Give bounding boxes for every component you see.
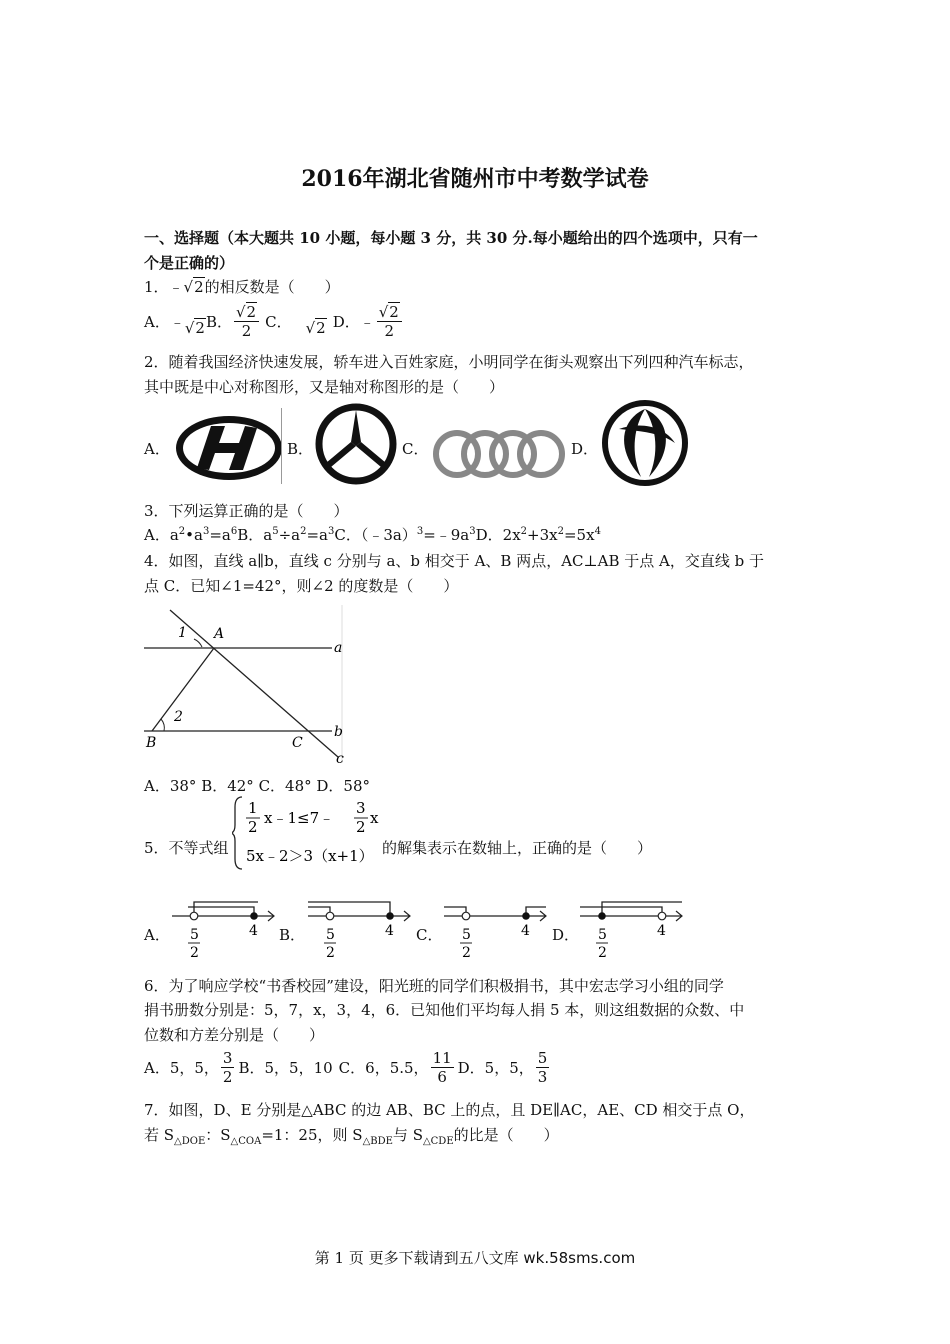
q5-option-a-label: A． <box>144 926 170 944</box>
q4-stem-line1: 4．如图，直线 a∥b，直线 c 分别与 a、b 相交于 A、B 两点，AC⊥AB 于点 A，交直线 b 于 <box>144 552 764 570</box>
q4-options: A．38° B．42° C．48° D．58° <box>144 777 371 795</box>
hyundai-logo-icon <box>173 412 285 484</box>
q1-option-c-radicand: 2 <box>316 319 326 337</box>
q3-d-exp1: 2 <box>520 526 528 537</box>
q3-b-exp1: 5 <box>272 526 279 537</box>
q1-option-b-fraction: $\frac{√2}{2}$ <box>234 303 259 340</box>
q5-eq1-b: x <box>370 809 379 827</box>
q5-system <box>232 793 382 873</box>
mercedes-logo-icon <box>313 402 399 486</box>
angle-1-label: 1 <box>178 625 187 641</box>
q3-c: C．（﹣3a） <box>334 526 417 544</box>
point-B-label: B <box>146 735 157 751</box>
q6-c-num: 11 <box>432 1048 452 1067</box>
q6-option-c-fraction <box>431 1049 454 1086</box>
q6-option-d-fraction <box>536 1049 550 1086</box>
point-A-label: A <box>214 626 225 642</box>
q3-b-exp3: 3 <box>327 526 335 537</box>
q5-option-c-label: C． <box>416 926 443 944</box>
q2-option-d-label: D． <box>571 440 599 458</box>
q7-sub3: △BDE <box>362 1136 393 1147</box>
q3-a-exp3: 6 <box>230 526 238 537</box>
q1-option-d-den: 2 <box>384 321 395 340</box>
section-heading-line2: 个是正确的） <box>144 254 235 272</box>
q1-option-c-label: C． <box>265 312 292 331</box>
q6-option-a: A．5，5， <box>144 1058 219 1077</box>
q4-stem-line2: 点 C．已知∠1=42°，则∠2 的度数是（ ） <box>144 577 459 595</box>
number-line-d <box>578 895 686 963</box>
number-line-b <box>306 895 414 963</box>
q7-sub2: △COA <box>230 1136 262 1147</box>
q6-d-num: 5 <box>537 1048 548 1067</box>
q1-option-b-den: 2 <box>241 321 252 340</box>
q7-l2-b: ：S <box>205 1126 231 1144</box>
line-b-label: b <box>334 724 343 740</box>
q1-stem-prefix: 1．﹣ <box>144 278 184 296</box>
q5b-tick-4: 4 <box>385 923 394 939</box>
audi-logo-icon <box>429 428 569 480</box>
line-a-label: a <box>334 640 343 656</box>
q5c-tick-4: 4 <box>521 923 530 939</box>
q3-c-exp2: 3 <box>469 526 476 537</box>
point-C-label: C <box>292 735 303 751</box>
q3-c-exp1: 3 <box>416 526 424 537</box>
page-title: 2016年湖北省随州市中考数学试卷 <box>301 166 649 192</box>
q3-b-eq: =a <box>306 526 328 544</box>
angle-2-label: 2 <box>174 709 183 725</box>
q7-l2-d: 与 S <box>392 1126 423 1144</box>
q5b-tick-den: 2 <box>326 945 335 961</box>
q5d-tick-num: 5 <box>598 927 607 943</box>
q3-c-eq: =﹣9a <box>423 526 470 544</box>
line-c-label: c <box>336 751 344 765</box>
q1-option-c-sqrt: √2 <box>305 319 326 337</box>
q1-option-a-radicand: 2 <box>195 319 205 337</box>
q5a-tick-num: 5 <box>190 927 199 943</box>
q6-stem-line1: 6．为了响应学校“书香校园”建设，阳光班的同学们积极捐书，其中宏志学习小组的同学 <box>144 977 724 995</box>
number-line-c <box>442 895 550 963</box>
q5-frac2-num: 3 <box>356 799 366 817</box>
q2-stem-line2: 其中既是中心对称图形，又是轴对称图形的是（ ） <box>144 378 505 396</box>
footer-text: 第 1 页 更多下载请到五八文库 <box>314 1249 524 1267</box>
number-line-a <box>170 895 278 963</box>
q2-option-b-label: B． <box>287 440 314 458</box>
q7-l2-a: 若 S <box>144 1126 175 1144</box>
q1-option-b-radicand: 2 <box>246 302 257 321</box>
q5a-tick-den: 2 <box>190 945 199 961</box>
q2-stem-line1: 2．随着我国经济快速发展，轿车进入百姓家庭，小明同学在街头观察出下列四种汽车标志， <box>144 353 754 371</box>
q6-c-den: 6 <box>437 1067 447 1086</box>
q6-option-d: D．5，5， <box>457 1058 534 1077</box>
q7-l2-c: =1：25，则 S <box>261 1126 363 1144</box>
q1-option-d-fraction: $\frac{√2}{2}$ <box>377 303 402 340</box>
q1-option-a-label: A．﹣ <box>144 312 185 331</box>
q6-stem-line3: 位数和方差分别是（ ） <box>144 1026 325 1044</box>
q3-d-exp3: 4 <box>594 526 601 537</box>
q3-d-mid: +3x <box>527 526 558 544</box>
q6-a-num: 3 <box>222 1048 233 1067</box>
q1-option-d-radicand: 2 <box>389 302 399 321</box>
q5-eq2: 5x﹣2＞3（x+1） <box>246 847 374 865</box>
q3-d: D．2x <box>475 526 521 544</box>
q3-b-mid: ÷a <box>278 526 301 544</box>
dongfeng-logo-icon <box>601 399 689 487</box>
q3-a: A．a <box>144 526 179 544</box>
q6-options <box>144 1047 551 1087</box>
q1-radicand: 2 <box>194 278 204 296</box>
q6-a-den: 2 <box>222 1067 233 1086</box>
q5d-tick-4: 4 <box>657 923 666 939</box>
q1-option-d-label: D．﹣ <box>332 312 375 331</box>
page-footer <box>0 1247 950 1268</box>
q6-stem-line2: 捐书册数分别是：5，7，x，3，4，6．已知他们平均每人捐 5 本，则这组数据的众数、中 <box>144 1001 745 1019</box>
q3-d-exp2: 2 <box>557 526 564 537</box>
q5-stem-post: 的解集表示在数轴上，正确的是（ ） <box>382 839 653 857</box>
q3-a-mid: •a <box>185 526 203 544</box>
q3-stem: 3．下列运算正确的是（ ） <box>144 502 349 520</box>
q3-options <box>144 524 601 545</box>
sqrt-symbol: √2 <box>183 278 204 296</box>
q1-option-a-sqrt: √2 <box>184 319 205 337</box>
q6-d-den: 3 <box>537 1067 548 1086</box>
q1-stem <box>144 276 340 297</box>
q5-stem-pre: 5．不等式组 <box>144 839 229 857</box>
q5-frac2-den: 2 <box>356 818 366 836</box>
q5d-tick-den: 2 <box>598 945 607 961</box>
q3-a-eq: =a <box>209 526 231 544</box>
q3-d-eq: =5x <box>563 526 595 544</box>
q2-option-a-label: A． <box>144 440 170 458</box>
footer-site-link[interactable]: wk.58sms.com <box>523 1249 636 1267</box>
q3-b-exp2: 2 <box>300 526 307 537</box>
q3-a-exp2: 3 <box>202 526 210 537</box>
q1-options <box>144 298 404 344</box>
q2-option-c-label: C． <box>402 440 429 458</box>
q5-option-b-label: B． <box>279 926 306 944</box>
q5-frac1-num: 1 <box>248 799 258 817</box>
q1-option-b-label: B． <box>205 312 232 331</box>
divider <box>281 408 282 484</box>
q3-a-exp1: 2 <box>178 526 186 537</box>
q7-sub4: △CDE <box>422 1136 454 1147</box>
section-heading-line1: 一、选择题（本大题共 10 小题，每小题 3 分，共 30 分.每小题给出的四个选项中，只有一 <box>144 229 758 247</box>
q7-stem-line2 <box>144 1124 559 1147</box>
q5c-tick-den: 2 <box>462 945 471 961</box>
q6-option-b: B．5，5，10 <box>238 1058 333 1077</box>
q3-b: B．a <box>237 526 273 544</box>
q6-option-c: C．6，5.5， <box>338 1058 429 1077</box>
q6-option-a-fraction <box>221 1049 235 1086</box>
q5-option-d-label: D． <box>552 926 580 944</box>
q7-l2-e: 的比是（ ） <box>453 1126 559 1144</box>
q7-stem-line1: 7．如图，D、E 分别是△ABC 的边 AB、BC 上的点，且 DE∥AC，AE、CD 相交于点 O， <box>144 1101 755 1119</box>
q5-eq1-a: x﹣1≤7﹣ <box>264 809 335 827</box>
q5a-tick-4: 4 <box>249 923 258 939</box>
q5-frac1-den: 2 <box>248 818 258 836</box>
q5b-tick-num: 5 <box>326 927 335 943</box>
q1-stem-suffix: 的相反数是（ ） <box>204 278 340 296</box>
q4-figure <box>142 605 348 765</box>
q7-sub1: △DOE <box>174 1136 206 1147</box>
q5c-tick-num: 5 <box>462 927 471 943</box>
